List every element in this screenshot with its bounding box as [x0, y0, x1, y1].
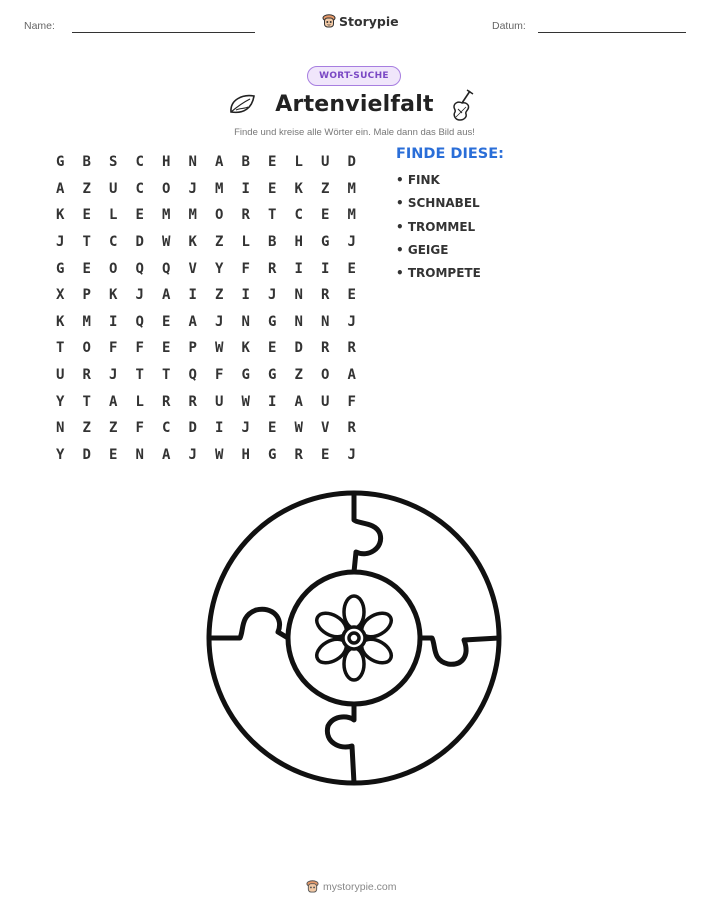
- grid-letter[interactable]: A: [215, 154, 224, 171]
- footer-url[interactable]: mystorypie.com: [323, 880, 397, 893]
- grid-letter[interactable]: L: [109, 207, 118, 224]
- grid-letter[interactable]: G: [268, 446, 277, 463]
- grid-letter[interactable]: J: [347, 234, 356, 251]
- grid-letter[interactable]: L: [294, 154, 303, 171]
- grid-letter[interactable]: A: [294, 393, 303, 410]
- name-line[interactable]: [72, 32, 255, 33]
- grid-letter[interactable]: O: [162, 180, 171, 197]
- puzzle-circle-with-flower-icon[interactable]: [200, 490, 510, 790]
- grid-letter[interactable]: V: [188, 260, 197, 277]
- brand-logo: [322, 13, 399, 29]
- grid-letter[interactable]: X: [56, 287, 65, 304]
- grid-letter[interactable]: V: [321, 420, 330, 437]
- grid-letter[interactable]: P: [188, 340, 197, 357]
- grid-letter[interactable]: A: [56, 180, 65, 197]
- grid-letter[interactable]: G: [56, 154, 65, 171]
- grid-letter[interactable]: Z: [82, 180, 91, 197]
- grid-letter[interactable]: B: [82, 154, 91, 171]
- grid-letter[interactable]: J: [215, 313, 224, 330]
- grid-letter[interactable]: T: [268, 207, 277, 224]
- grid-letter[interactable]: W: [241, 393, 250, 410]
- grid-letter[interactable]: E: [109, 446, 118, 463]
- date-line[interactable]: [538, 32, 686, 33]
- grid-letter[interactable]: R: [347, 340, 356, 357]
- grid-letter[interactable]: M: [162, 207, 171, 224]
- grid-letter[interactable]: T: [56, 340, 65, 357]
- grid-letter[interactable]: G: [268, 367, 277, 384]
- grid-letter[interactable]: E: [268, 340, 277, 357]
- grid-letter[interactable]: J: [347, 446, 356, 463]
- grid-letter[interactable]: D: [135, 234, 144, 251]
- grid-letter[interactable]: C: [294, 207, 303, 224]
- grid-letter[interactable]: J: [135, 287, 144, 304]
- grid-letter[interactable]: N: [294, 313, 303, 330]
- grid-letter[interactable]: R: [162, 393, 171, 410]
- name-label: Name:: [24, 20, 55, 32]
- grid-letter[interactable]: Z: [215, 287, 224, 304]
- grid-letter[interactable]: H: [241, 446, 250, 463]
- grid-letter[interactable]: K: [56, 313, 65, 330]
- storypie-mascot-icon: [306, 879, 319, 894]
- grid-letter[interactable]: C: [135, 180, 144, 197]
- date-label: Datum:: [492, 20, 526, 32]
- grid-letter[interactable]: I: [109, 313, 118, 330]
- grid-letter[interactable]: G: [56, 260, 65, 277]
- grid-letter[interactable]: I: [294, 260, 303, 277]
- grid-letter[interactable]: I: [321, 260, 330, 277]
- grid-letter[interactable]: F: [109, 340, 118, 357]
- grid-letter[interactable]: E: [347, 287, 356, 304]
- grid-letter[interactable]: A: [162, 287, 171, 304]
- grid-letter[interactable]: T: [82, 393, 91, 410]
- grid-letter[interactable]: J: [109, 367, 118, 384]
- grid-letter[interactable]: E: [321, 446, 330, 463]
- grid-letter[interactable]: M: [347, 180, 356, 197]
- grid-letter[interactable]: D: [294, 340, 303, 357]
- grid-letter[interactable]: O: [215, 207, 224, 224]
- grid-letter[interactable]: E: [347, 260, 356, 277]
- grid-letter[interactable]: R: [268, 260, 277, 277]
- grid-letter[interactable]: F: [347, 393, 356, 410]
- grid-letter[interactable]: Y: [56, 393, 65, 410]
- grid-letter[interactable]: Q: [188, 367, 197, 384]
- grid-letter[interactable]: R: [347, 420, 356, 437]
- grid-letter[interactable]: Z: [321, 180, 330, 197]
- word-list-item: • TROMMEL: [396, 219, 476, 234]
- grid-letter[interactable]: P: [82, 287, 91, 304]
- grid-letter[interactable]: F: [241, 260, 250, 277]
- grid-letter[interactable]: H: [294, 234, 303, 251]
- grid-letter[interactable]: L: [135, 393, 144, 410]
- grid-letter[interactable]: Z: [109, 420, 118, 437]
- grid-letter[interactable]: J: [347, 313, 356, 330]
- grid-letter[interactable]: W: [162, 234, 171, 251]
- grid-letter[interactable]: D: [347, 154, 356, 171]
- word-list: [396, 171, 481, 287]
- grid-letter[interactable]: R: [321, 287, 330, 304]
- grid-letter[interactable]: Q: [135, 260, 144, 277]
- grid-letter[interactable]: R: [294, 446, 303, 463]
- grid-letter[interactable]: S: [109, 154, 118, 171]
- grid-letter[interactable]: E: [162, 313, 171, 330]
- grid-letter[interactable]: E: [82, 260, 91, 277]
- grid-letter[interactable]: N: [188, 154, 197, 171]
- grid-letter[interactable]: E: [268, 420, 277, 437]
- grid-letter[interactable]: R: [321, 340, 330, 357]
- page-title: Artenvielfalt: [275, 92, 434, 117]
- grid-letter[interactable]: K: [294, 180, 303, 197]
- grid-letter[interactable]: N: [294, 287, 303, 304]
- grid-letter[interactable]: C: [135, 154, 144, 171]
- grid-letter[interactable]: M: [82, 313, 91, 330]
- grid-letter[interactable]: A: [188, 313, 197, 330]
- grid-letter[interactable]: C: [162, 420, 171, 437]
- grid-letter[interactable]: Q: [162, 260, 171, 277]
- grid-letter[interactable]: K: [241, 340, 250, 357]
- grid-letter[interactable]: N: [241, 313, 250, 330]
- grid-letter[interactable]: A: [109, 393, 118, 410]
- grid-letter[interactable]: E: [268, 180, 277, 197]
- grid-letter[interactable]: T: [162, 367, 171, 384]
- grid-letter[interactable]: J: [56, 234, 65, 251]
- grid-letter[interactable]: O: [109, 260, 118, 277]
- grid-letter[interactable]: J: [188, 180, 197, 197]
- grid-letter[interactable]: M: [215, 180, 224, 197]
- word-list-item: • SCHNABEL: [396, 196, 480, 211]
- grid-letter[interactable]: Z: [294, 367, 303, 384]
- letter-grid[interactable]: [47, 149, 365, 468]
- grid-letter[interactable]: O: [82, 340, 91, 357]
- word-list-item: • TROMPETE: [396, 266, 481, 281]
- grid-letter[interactable]: I: [268, 393, 277, 410]
- grid-letter[interactable]: Z: [82, 420, 91, 437]
- grid-letter[interactable]: F: [215, 367, 224, 384]
- grid-letter[interactable]: U: [321, 154, 330, 171]
- worksheet-type-badge: WORT-SUCHE: [307, 66, 401, 86]
- storypie-mascot-icon: [322, 13, 336, 29]
- grid-letter[interactable]: B: [268, 234, 277, 251]
- grid-letter[interactable]: K: [109, 287, 118, 304]
- grid-letter[interactable]: R: [188, 393, 197, 410]
- grid-letter[interactable]: A: [347, 367, 356, 384]
- grid-letter[interactable]: Y: [215, 260, 224, 277]
- grid-letter[interactable]: L: [241, 234, 250, 251]
- grid-letter[interactable]: M: [347, 207, 356, 224]
- grid-letter[interactable]: H: [162, 154, 171, 171]
- grid-letter[interactable]: T: [82, 234, 91, 251]
- word-list-heading: FINDE DIESE:: [396, 146, 504, 162]
- grid-letter[interactable]: E: [82, 207, 91, 224]
- grid-letter[interactable]: U: [56, 367, 65, 384]
- grid-letter[interactable]: M: [188, 207, 197, 224]
- grid-letter[interactable]: N: [321, 313, 330, 330]
- grid-letter[interactable]: G: [241, 367, 250, 384]
- grid-letter[interactable]: I: [188, 287, 197, 304]
- grid-letter[interactable]: U: [215, 393, 224, 410]
- grid-letter[interactable]: U: [109, 180, 118, 197]
- grid-letter[interactable]: E: [268, 154, 277, 171]
- grid-letter[interactable]: F: [135, 340, 144, 357]
- grid-letter[interactable]: E: [162, 340, 171, 357]
- grid-letter[interactable]: O: [321, 367, 330, 384]
- word-list-item: • FINK: [396, 173, 440, 187]
- violin-icon: [450, 89, 476, 123]
- grid-letter[interactable]: J: [188, 446, 197, 463]
- grid-letter[interactable]: J: [268, 287, 277, 304]
- grid-letter[interactable]: D: [188, 420, 197, 437]
- grid-letter[interactable]: N: [56, 420, 65, 437]
- grid-letter[interactable]: A: [162, 446, 171, 463]
- grid-letter[interactable]: N: [135, 446, 144, 463]
- grid-letter[interactable]: D: [82, 446, 91, 463]
- grid-letter[interactable]: Q: [135, 313, 144, 330]
- brand-name: Storypie: [339, 13, 399, 29]
- grid-letter[interactable]: W: [294, 420, 303, 437]
- grid-letter[interactable]: U: [321, 393, 330, 410]
- grid-letter[interactable]: W: [215, 446, 224, 463]
- grid-letter[interactable]: R: [241, 207, 250, 224]
- grid-letter[interactable]: K: [56, 207, 65, 224]
- grid-letter[interactable]: E: [135, 207, 144, 224]
- word-list-item: • GEIGE: [396, 242, 449, 257]
- grid-letter[interactable]: Z: [215, 234, 224, 251]
- grid-letter[interactable]: I: [241, 180, 250, 197]
- grid-letter[interactable]: I: [215, 420, 224, 437]
- grid-letter[interactable]: K: [188, 234, 197, 251]
- grid-letter[interactable]: C: [109, 234, 118, 251]
- grid-letter[interactable]: E: [321, 207, 330, 224]
- grid-letter[interactable]: W: [215, 340, 224, 357]
- grid-letter[interactable]: G: [268, 313, 277, 330]
- instructions: Finde und kreise alle Wörter ein. Male dann das Bild aus!: [234, 127, 475, 138]
- grid-letter[interactable]: B: [241, 154, 250, 171]
- grid-letter[interactable]: J: [241, 420, 250, 437]
- footer: [306, 879, 397, 894]
- grid-letter[interactable]: G: [321, 234, 330, 251]
- grid-letter[interactable]: Y: [56, 446, 65, 463]
- grid-letter[interactable]: F: [135, 420, 144, 437]
- grid-letter[interactable]: R: [82, 367, 91, 384]
- grid-letter[interactable]: T: [135, 367, 144, 384]
- grid-letter[interactable]: I: [241, 287, 250, 304]
